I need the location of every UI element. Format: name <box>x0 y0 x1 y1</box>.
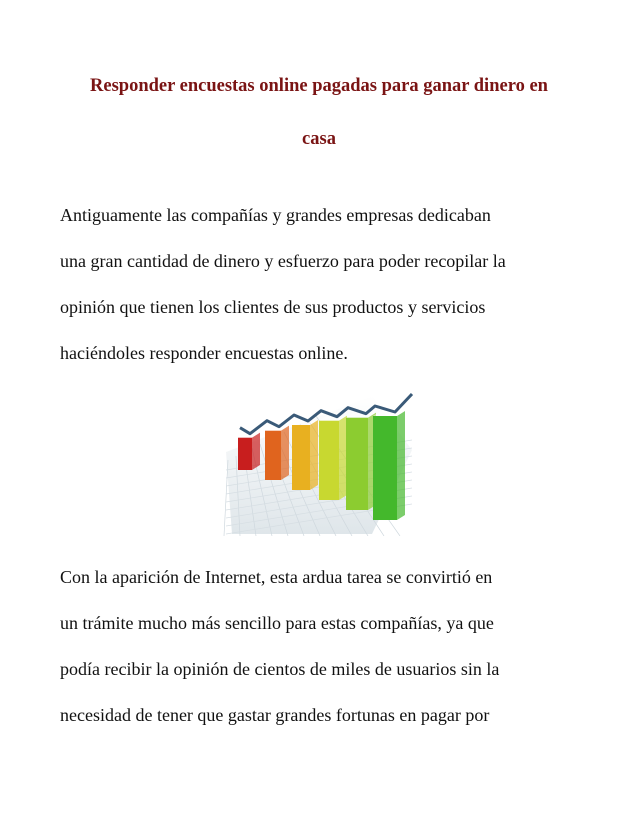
text-line: haciéndoles responder encuestas online. <box>60 343 348 363</box>
growth-bar-chart-icon <box>222 390 416 536</box>
text-line: un trámite mucho más sencillo para estas compañías, ya que <box>60 613 494 633</box>
bar-side <box>397 411 405 520</box>
paragraph-intro <box>60 192 590 376</box>
growth-chart-illustration <box>222 390 416 536</box>
bar-side <box>252 433 260 470</box>
paragraph-internet <box>60 554 590 738</box>
bar-side <box>339 416 347 500</box>
bar <box>265 431 281 480</box>
text-line: podía recibir la opinión de cientos de miles de usuarios sin la <box>60 659 500 679</box>
document-title <box>60 60 578 166</box>
bar <box>346 418 368 510</box>
bar <box>373 416 397 520</box>
bar <box>292 425 310 490</box>
text-line: Con la aparición de Internet, esta ardua tarea se convirtió en <box>60 567 493 587</box>
grid-line <box>224 460 228 536</box>
text-line: necesidad de tener que gastar grandes fortunas en pagar por <box>60 705 490 725</box>
text-line: una gran cantidad de dinero y esfuerzo para poder recopilar la <box>60 251 506 271</box>
text-line: Antiguamente las compañías y grandes empresas dedicaban <box>60 205 491 225</box>
bar <box>319 421 339 500</box>
bar <box>238 438 252 470</box>
title-line: Responder encuestas online pagadas para ganar dinero en <box>90 76 548 96</box>
title-line: casa <box>302 129 336 149</box>
text-line: opinión que tienen los clientes de sus productos y servicios <box>60 297 486 317</box>
bar-side <box>281 426 289 480</box>
bar-side <box>310 420 318 490</box>
